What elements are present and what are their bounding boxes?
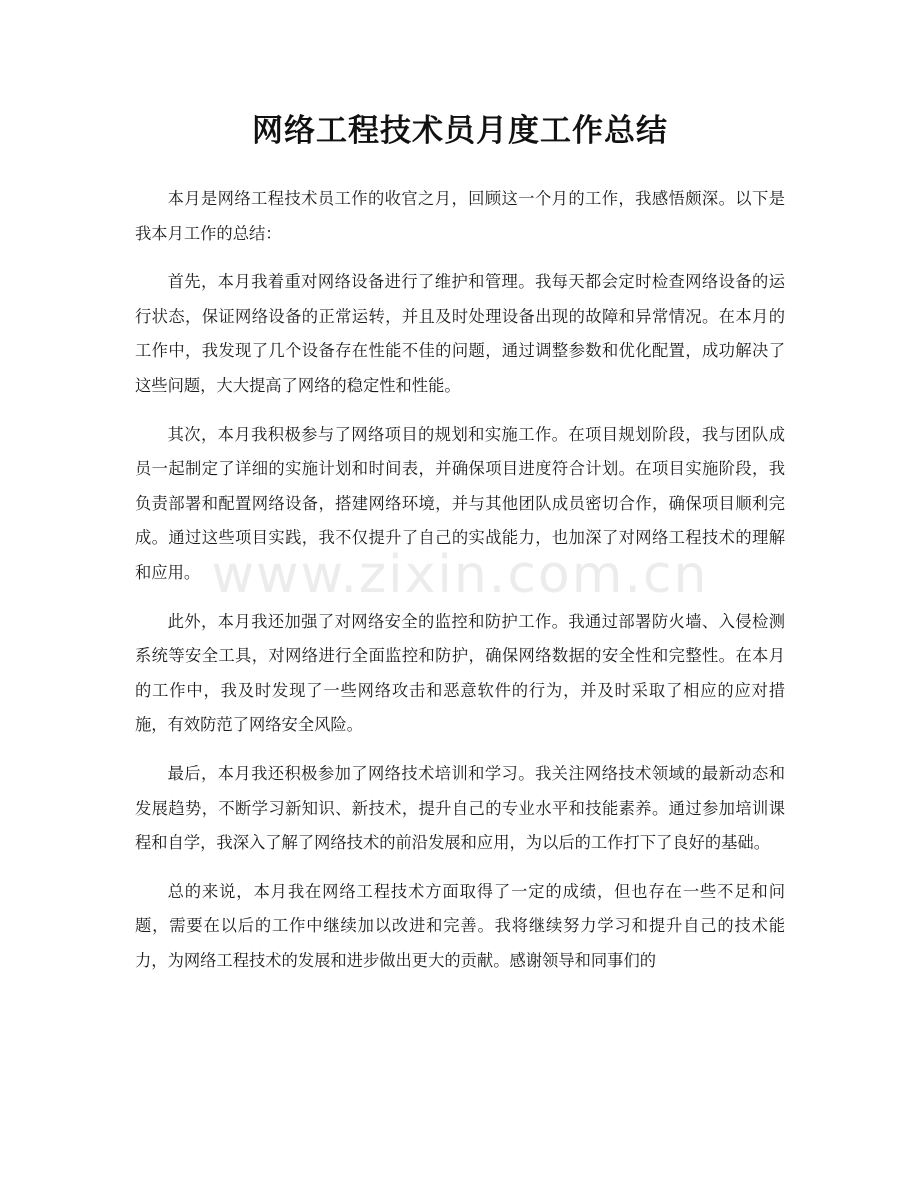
- document-title: 网络工程技术员月度工作总结: [252, 113, 668, 149]
- paragraph-security: 此外，本月我还加强了对网络安全的监控和防护工作。我通过部署防火墙、入侵检测系统等安全工具，对网络进行全面监控和防护，确保网络数据的安全性和完整性。在本月的工作中，我及时发现了一些网络攻击和恶意软件的行为，并及时采取了相应的应对措施，有效防范了网络安全风险。: [135, 611, 785, 735]
- paragraph-intro: 本月是网络工程技术员工作的收官之月，回顾这一个月的工作，我感悟颇深。以下是我本月工作的总结：: [135, 189, 785, 243]
- watermark: www.zixin.com.cn: [211, 545, 709, 605]
- paragraph-device-maintenance: 首先，本月我着重对网络设备进行了维护和管理。我每天都会定时检查网络设备的运行状态，保证网络设备的正常运转，并且及时处理设备出现的故障和异常情况。在本月的工作中，我发现了几个设备存在性能不佳的问题，通过调整参数和优化配置，成功解决了这些问题，大大提高了网络的稳定性和性能。: [135, 272, 785, 395]
- paragraph-project-work: 其次，本月我积极参与了网络项目的规划和实施工作。在项目规划阶段，我与团队成员一起制定了详细的实施计划和时间表，并确保项目进度符合计划。在项目实施阶段，我负责部署和配置网络设备，搭建网络环境，并与其他团队成员密切合作，确保项目顺利完成。通过这些项目实践，我不仅提升了自己的实战能力，也加深了对网络工程技术的理解和应用。: [135, 424, 785, 582]
- paragraph-training: 最后，本月我还积极参加了网络技术培训和学习。我关注网络技术领域的最新动态和发展趋势，不断学习新知识、新技术，提升自己的专业水平和技能素养。通过参加培训课程和自学，我深入了解了网络技术的前沿发展和应用，为以后的工作打下了良好的基础。: [135, 763, 785, 853]
- paragraph-conclusion: 总的来说，本月我在网络工程技术方面取得了一定的成绩，但也存在一些不足和问题，需要在以后的工作中继续加以改进和完善。我将继续努力学习和提升自己的技术能力，为网络工程技术的发展和进步做出更大的贡献。感谢领导和同事们的: [135, 881, 785, 970]
- document-body: [135, 182, 785, 992]
